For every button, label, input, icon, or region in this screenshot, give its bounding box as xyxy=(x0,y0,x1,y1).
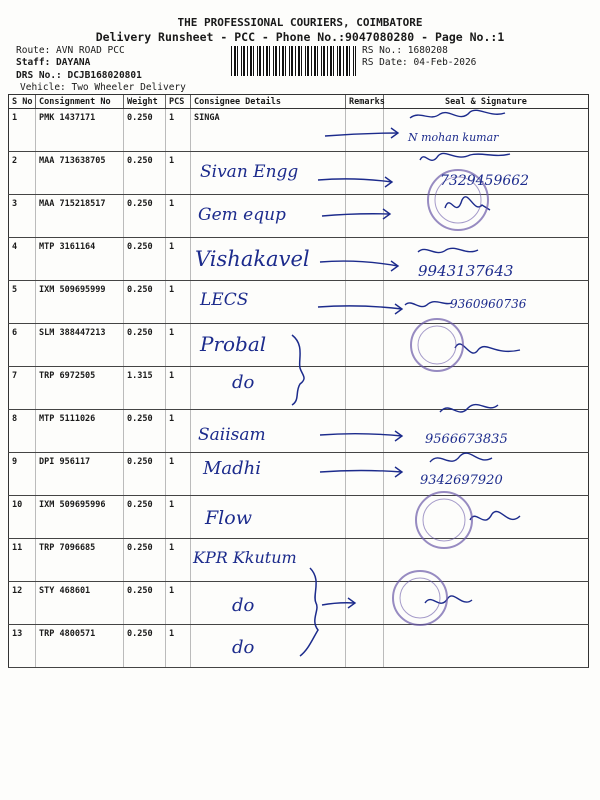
cell-remarks xyxy=(346,195,384,238)
cell-consignment: MAA 713638705 xyxy=(36,152,124,195)
cell-consignee: SINGA xyxy=(191,109,346,152)
table-row xyxy=(9,453,589,496)
handwritten-consignee: KPR Kkutum xyxy=(193,548,297,567)
cell-consignee xyxy=(191,453,346,496)
cell-consignment: STY 468601 xyxy=(36,582,124,625)
cell-sno: 8 xyxy=(9,410,36,453)
cell-consignment: TRP 7096685 xyxy=(36,539,124,582)
cell-sno: 11 xyxy=(9,539,36,582)
cell-consignment: IXM 509695999 xyxy=(36,281,124,324)
handwritten-consignee: do xyxy=(232,372,255,393)
cell-sno: 9 xyxy=(9,453,36,496)
cell-remarks xyxy=(346,496,384,539)
cell-remarks xyxy=(346,582,384,625)
cell-consignment: MTP 3161164 xyxy=(36,238,124,281)
table-row xyxy=(9,410,589,453)
cell-signature xyxy=(384,238,589,281)
handwritten-consignee: Flow xyxy=(205,507,252,529)
handwritten-consignee: do xyxy=(232,637,255,658)
vehicle-label: Vehicle: Two Wheeler Delivery xyxy=(20,82,186,93)
cell-weight: 0.250 xyxy=(124,324,166,367)
cell-signature xyxy=(384,195,589,238)
cell-sno: 12 xyxy=(9,582,36,625)
cell-consignee xyxy=(191,410,346,453)
table-row xyxy=(9,238,589,281)
cell-remarks xyxy=(346,410,384,453)
cell-weight: 0.250 xyxy=(124,152,166,195)
column-header: Consignee Details xyxy=(191,95,346,109)
handwritten-consignee: do xyxy=(232,595,255,616)
column-header: Consignment No xyxy=(36,95,124,109)
barcode xyxy=(231,46,356,76)
cell-consignee xyxy=(191,539,346,582)
handwritten-consignee: Madhi xyxy=(203,458,262,479)
table-row xyxy=(9,324,589,367)
cell-remarks xyxy=(346,281,384,324)
cell-consignee xyxy=(191,324,346,367)
cell-signature xyxy=(384,281,589,324)
column-header: Weight xyxy=(124,95,166,109)
cell-consignment: MTP 5111026 xyxy=(36,410,124,453)
cell-remarks xyxy=(346,539,384,582)
handwritten-consignee: LECS xyxy=(200,290,249,310)
table-row xyxy=(9,152,589,195)
cell-weight: 0.250 xyxy=(124,582,166,625)
cell-remarks xyxy=(346,367,384,410)
cell-weight: 0.250 xyxy=(124,410,166,453)
cell-consignment: TRP 6972505 xyxy=(36,367,124,410)
handwritten-phone: 9943137643 xyxy=(418,262,514,280)
cell-consignee xyxy=(191,195,346,238)
cell-pcs: 1 xyxy=(166,453,191,496)
rs-date: RS Date: 04-Feb-2026 xyxy=(362,57,477,68)
cell-remarks xyxy=(346,453,384,496)
cell-pcs: 1 xyxy=(166,109,191,152)
cell-pcs: 1 xyxy=(166,625,191,668)
cell-sno: 3 xyxy=(9,195,36,238)
table-row xyxy=(9,582,589,625)
cell-remarks xyxy=(346,625,384,668)
cell-signature xyxy=(384,582,589,625)
cell-signature xyxy=(384,367,589,410)
cell-weight: 0.250 xyxy=(124,496,166,539)
cell-signature xyxy=(384,152,589,195)
cell-pcs: 1 xyxy=(166,410,191,453)
cell-signature xyxy=(384,539,589,582)
cell-signature xyxy=(384,109,589,152)
cell-consignee xyxy=(191,496,346,539)
handwritten-consignee: Gem equp xyxy=(198,205,286,225)
table-header-row xyxy=(9,95,589,109)
cell-pcs: 1 xyxy=(166,281,191,324)
table-row xyxy=(9,625,589,668)
cell-remarks xyxy=(346,109,384,152)
consignment-table xyxy=(8,94,589,668)
handwritten-consignee: Saiisam xyxy=(198,425,266,445)
cell-weight: 0.250 xyxy=(124,195,166,238)
cell-weight: 0.250 xyxy=(124,238,166,281)
cell-pcs: 1 xyxy=(166,367,191,410)
column-header: Seal & Signature xyxy=(384,95,589,109)
cell-consignment: TRP 4800571 xyxy=(36,625,124,668)
handwritten-phone: 9342697920 xyxy=(420,473,503,488)
cell-consignee xyxy=(191,582,346,625)
drs-number: DRS No.: DCJB168020801 xyxy=(16,70,142,81)
table-row xyxy=(9,195,589,238)
cell-consignment: MAA 715218517 xyxy=(36,195,124,238)
handwritten-consignee: Probal xyxy=(200,332,267,356)
handwritten-consignee: Vishakavel xyxy=(195,247,310,271)
handwritten-phone: 7329459662 xyxy=(440,173,530,189)
table-row xyxy=(9,109,589,152)
cell-weight: 0.250 xyxy=(124,281,166,324)
cell-signature xyxy=(384,496,589,539)
table-row xyxy=(9,281,589,324)
handwritten-phone: 9566673835 xyxy=(425,432,508,447)
cell-weight: 0.250 xyxy=(124,109,166,152)
cell-pcs: 1 xyxy=(166,195,191,238)
cell-sno: 1 xyxy=(9,109,36,152)
table-row xyxy=(9,496,589,539)
cell-signature xyxy=(384,410,589,453)
cell-consignment: PMK 1437171 xyxy=(36,109,124,152)
cell-pcs: 1 xyxy=(166,582,191,625)
table-row xyxy=(9,539,589,582)
cell-pcs: 1 xyxy=(166,539,191,582)
cell-signature xyxy=(384,453,589,496)
cell-remarks xyxy=(346,238,384,281)
cell-consignee xyxy=(191,367,346,410)
cell-sno: 10 xyxy=(9,496,36,539)
cell-pcs: 1 xyxy=(166,238,191,281)
cell-sno: 7 xyxy=(9,367,36,410)
cell-consignee xyxy=(191,281,346,324)
cell-weight: 0.250 xyxy=(124,453,166,496)
route-label: Route: AVN ROAD PCC xyxy=(16,45,125,56)
cell-pcs: 1 xyxy=(166,152,191,195)
cell-weight: 0.250 xyxy=(124,625,166,668)
column-header: S No xyxy=(9,95,36,109)
runsheet-subtitle: Delivery Runsheet - PCC - Phone No.:9047080280 - Page No.:1 xyxy=(95,30,505,44)
cell-weight: 0.250 xyxy=(124,539,166,582)
cell-sno: 5 xyxy=(9,281,36,324)
cell-consignment: IXM 509695996 xyxy=(36,496,124,539)
rs-number: RS No.: 1680208 xyxy=(362,45,448,56)
company-title: THE PROFESSIONAL COURIERS, COIMBATORE xyxy=(177,16,423,29)
cell-consignee xyxy=(191,238,346,281)
cell-weight: 1.315 xyxy=(124,367,166,410)
cell-signature xyxy=(384,324,589,367)
table-row xyxy=(9,367,589,410)
cell-sno: 6 xyxy=(9,324,36,367)
cell-pcs: 1 xyxy=(166,496,191,539)
staff-label: Staff: DAYANA xyxy=(16,57,91,68)
cell-consignment: SLM 388447213 xyxy=(36,324,124,367)
cell-sno: 2 xyxy=(9,152,36,195)
cell-consignee xyxy=(191,152,346,195)
handwritten-phone: 9360960736 xyxy=(450,297,527,311)
cell-signature xyxy=(384,625,589,668)
cell-pcs: 1 xyxy=(166,324,191,367)
cell-remarks xyxy=(346,152,384,195)
cell-sno: 13 xyxy=(9,625,36,668)
handwritten-consignee: Sivan Engg xyxy=(200,162,299,182)
handwritten-receiver: N mohan kumar xyxy=(408,131,499,144)
cell-consignee xyxy=(191,625,346,668)
cell-remarks xyxy=(346,324,384,367)
column-header: PCS xyxy=(166,95,191,109)
cell-sno: 4 xyxy=(9,238,36,281)
cell-consignment: DPI 956117 xyxy=(36,453,124,496)
column-header: Remarks xyxy=(346,95,384,109)
